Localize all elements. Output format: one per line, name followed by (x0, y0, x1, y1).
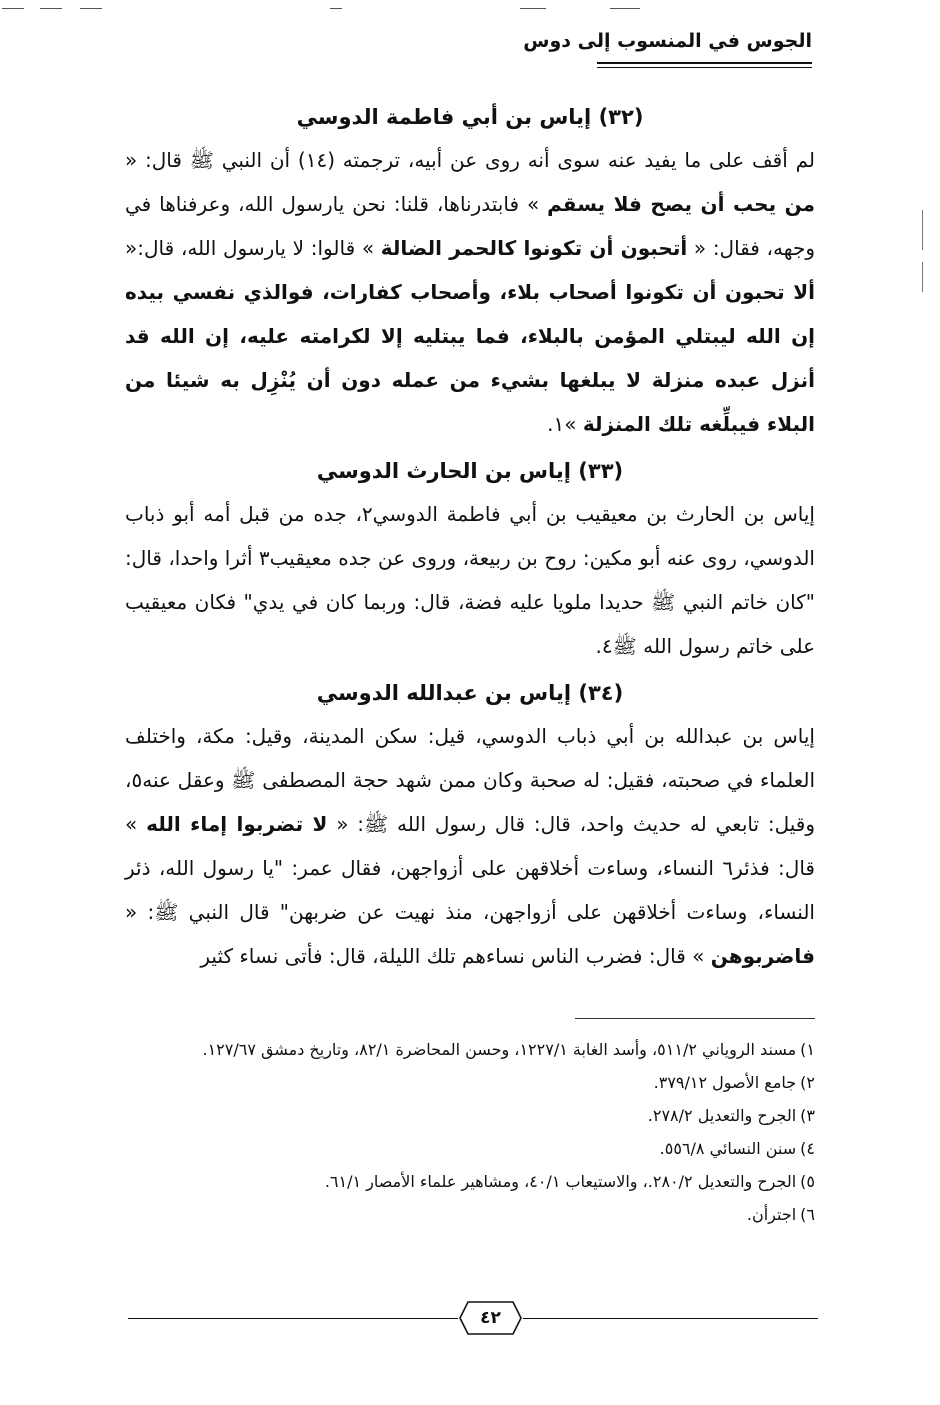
footnote (125, 1165, 815, 1198)
hadith-text: ألا تحبون أن تكونوا أصحاب بلاء، وأصحاب كفارات، فوالذي نفسي بيده إن الله ليبتلي المؤمن بالبلاء، فما يبتليه إلا لكرامته عليه، إن الله قد أنزل عبده منزلة لا يبلغها بشيء من عمله دون أن يُنْزِل به شيئا من البلاء فيبلِّغه تلك المنزلة (125, 280, 815, 436)
footnote-divider (575, 1018, 815, 1019)
scan-mark (2, 8, 24, 9)
entries (125, 96, 815, 978)
page-number-frame (458, 1300, 523, 1336)
hadith-text: من يحب أن يصح فلا يسقم (547, 192, 815, 216)
scan-side-mark (922, 210, 923, 250)
scan-mark (610, 8, 640, 9)
footnote-number: ٢) (800, 1073, 815, 1092)
running-head-rule (597, 62, 812, 64)
footnote-text: اجترأن. (746, 1205, 797, 1224)
entry-body (125, 138, 815, 446)
body-text: لم أقف على ما يفيد عنه سوى أنه روى عن أبيه، ترجمته (١٤) أن النبي ﷺ قال: « (125, 148, 815, 172)
footnote-number: ١) (800, 1040, 815, 1059)
hadith-text: أتحبون أن تكونوا كالحمر الضالة (380, 236, 688, 260)
hadith-text: لا تضربوا إماء الله (146, 812, 328, 836)
body-text: » قالوا: لا يارسول الله، قال:« (125, 236, 381, 260)
scan-edge-marks (0, 0, 940, 20)
footnotes-list (125, 1033, 815, 1231)
entry-title: (٣٤) إياس بن عبدالله الدوسي (316, 681, 624, 705)
page-footer (128, 1296, 818, 1340)
running-head-rule (597, 67, 812, 68)
footnote (125, 1198, 815, 1231)
footnote (125, 1066, 815, 1099)
page-number: ٤٢ (480, 1308, 501, 1328)
body-text: إياس بن الحارث بن معيقيب بن أبي فاطمة الدوسي٢، جده من قبل أمه أبو ذباب الدوسي، روى عنه أبو مكين: روح بن ربيعة، وروى عن جده معيقيب٣ أثرا واحدا، قال: "كان خاتم النبي ﷺ حديدا ملويا عليه فضة، قال: وربما كان في يدي" فكان معيقيب على خاتم رسول الله ﷺ٤. (125, 502, 815, 658)
body-text: » فابتدرناها، قلنا: نحن يارسول الله، وعرفناها في وجهه، فقال: « (125, 192, 815, 260)
footnote-number: ٦) (800, 1205, 815, 1224)
scan-mark (520, 8, 546, 9)
hadith-text: فاضربوهن (710, 944, 815, 968)
entry-title: (٣٣) إياس بن الحارث الدوسي (316, 459, 624, 483)
footnote-text: جامع الأصول ٣٧٩/١٢. (653, 1073, 797, 1092)
scan-mark (330, 8, 342, 9)
entry-title: (٣٢) إياس بن أبي فاطمة الدوسي (296, 105, 644, 129)
scan-mark (80, 8, 102, 9)
entry-body (125, 714, 815, 978)
footnote (125, 1099, 815, 1132)
footnote-text: سنن النسائي ٥٥٦/٨. (659, 1139, 797, 1158)
body-text: »١. (547, 412, 583, 436)
running-head: الجوس في المنسوب إلى دوس (523, 30, 812, 52)
body-text: إياس بن عبدالله بن أبي ذباب الدوسي، قيل: سكن المدينة، وقيل: مكة، واختلف العلماء في صحبته، فقيل: له صحبة وكان ممن شهد حجة المصطفى ﷺ وعقل عنه٥، وقيل: تابعي له حديث واحد، قال: قال رسول الله ﷺ: « (125, 724, 816, 836)
footnote-text: الجرح والتعديل ٢٧٨/٢. (647, 1106, 797, 1125)
footnote (125, 1033, 815, 1066)
body-text: » قال: فذئر٦ النساء، وساءت أخلاقهن على أزواجهن، فقال عمر: "يا رسول الله، ذئر النساء، وساءت أخلاقهن على أزواجهن، منذ نهيت عن ضربهن" قال النبي ﷺ: « (125, 812, 815, 924)
footnote (125, 1132, 815, 1165)
footnote-text: الجرح والتعديل ٢٨٠/٢.، والاستيعاب ٤٠/١، ومشاهير علماء الأمصار ٦١/١. (324, 1172, 797, 1191)
scan-side-mark (922, 262, 923, 292)
body-text: » قال: فضرب الناس نساءهم تلك الليلة، قال: فأتى نساء كثير (200, 944, 711, 968)
footnote-number: ٣) (800, 1106, 815, 1125)
footer-rule (128, 1318, 458, 1319)
footer-rule (523, 1318, 818, 1319)
footnote-number: ٥) (800, 1172, 815, 1191)
footnote-text: مسند الروياني ٥١١/٢، وأسد الغابة ١٢٢٧/١، وحسن المحاضرة ٨٢/١، وتاريخ دمشق ١٢٧/٦٧. (202, 1040, 797, 1059)
page-content (125, 96, 815, 1231)
scan-mark (40, 8, 62, 9)
footnote-number: ٤) (800, 1139, 815, 1158)
entry-body (125, 492, 815, 668)
